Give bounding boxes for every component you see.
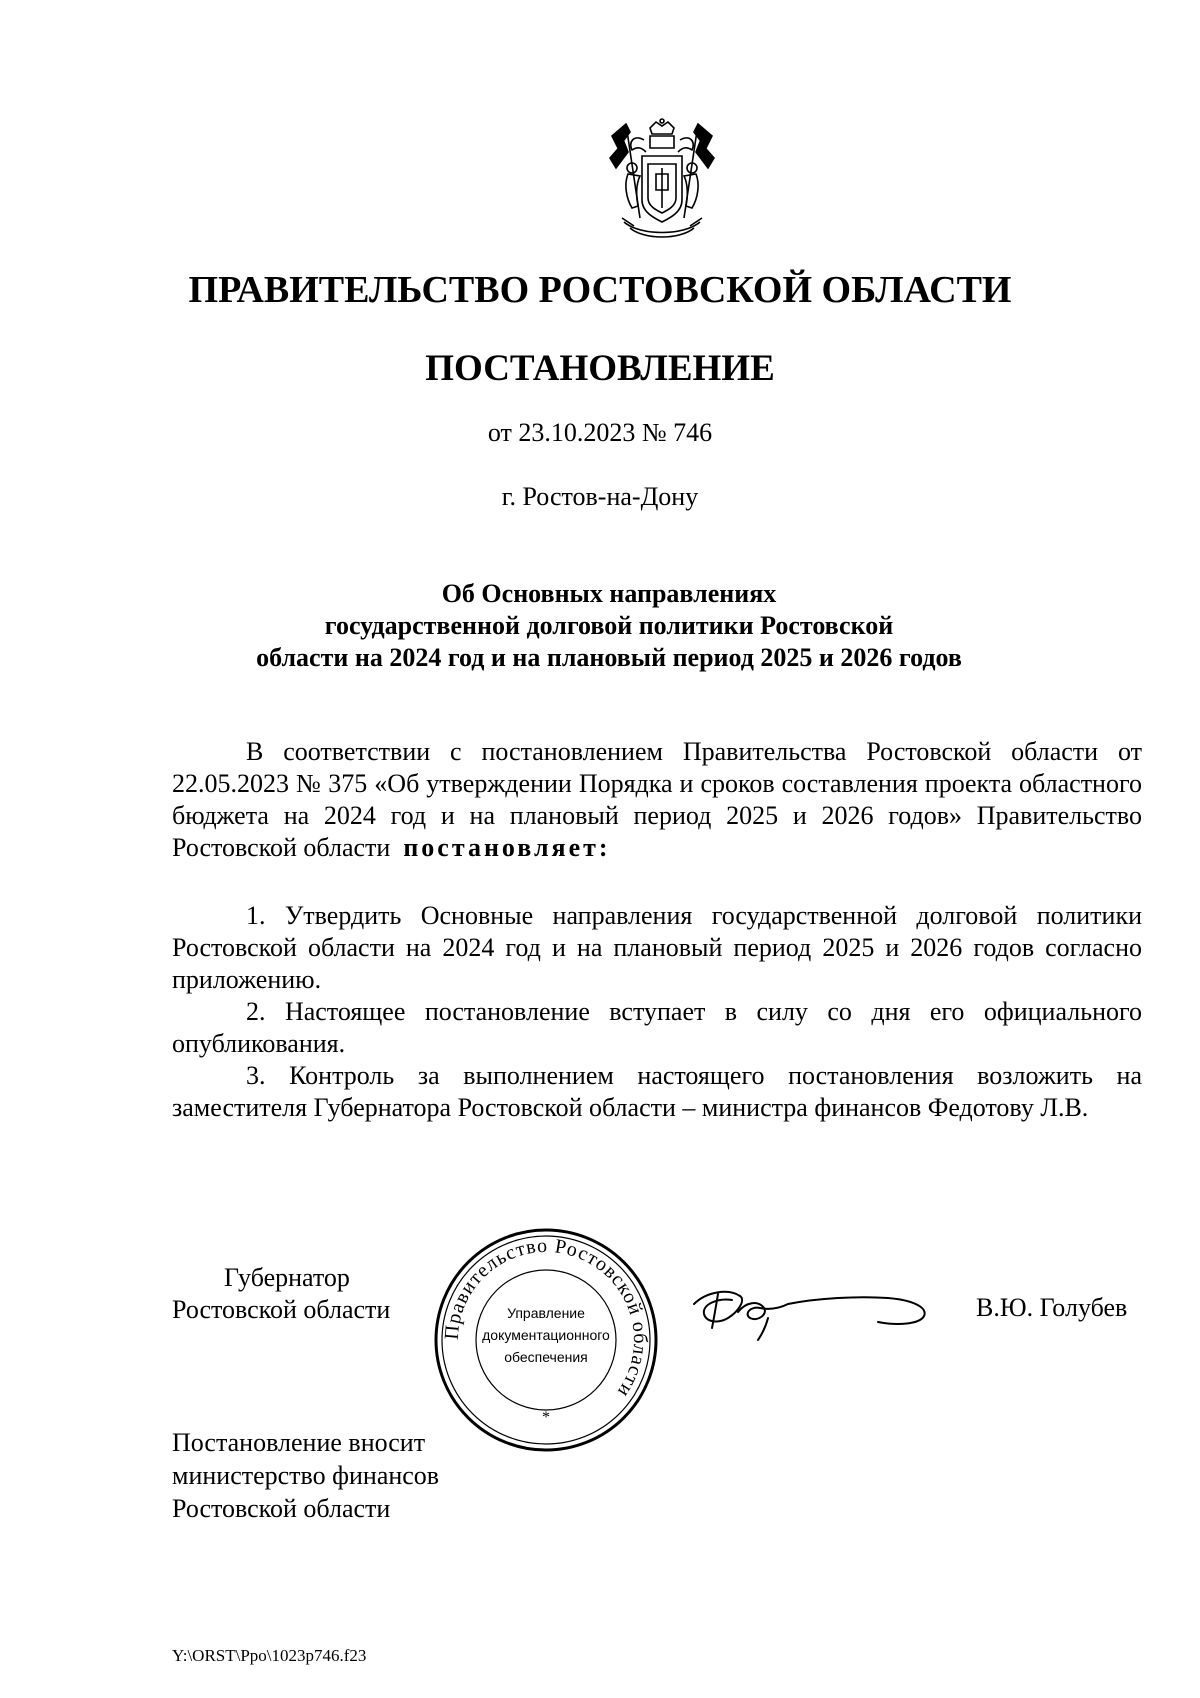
subject-line: области на 2024 год и на плановый период 2025 и 2026 годов xyxy=(256,643,962,672)
position-line: Губернатор xyxy=(224,1263,350,1292)
position-line: Ростовской области xyxy=(172,1295,391,1324)
resolves-keyword: постановляет: xyxy=(403,833,611,862)
seal-inner-line: Управление xyxy=(507,1305,585,1321)
signatory-position xyxy=(172,1262,390,1326)
subject-line: Об Основных направлениях xyxy=(441,579,777,608)
introduced-line: Ростовской области xyxy=(172,1494,391,1523)
document-type: ПОСТАНОВЛЕНИЕ xyxy=(425,348,775,389)
seal-inner-line: обеспечения xyxy=(504,1349,588,1365)
preamble-paragraph xyxy=(172,736,1142,864)
introduced-by xyxy=(172,1426,439,1525)
city: г. Ростов-на-Дону xyxy=(501,482,699,511)
svg-text:*: * xyxy=(542,1409,550,1426)
resolution-item: 2. Настоящее постановление вступает в силу со дня его официального опубликования. xyxy=(172,997,1142,1058)
file-path: Y:\ORST\Ppo\1023p746.f23 xyxy=(172,1646,367,1665)
subject-line: государственной долговой политики Ростовской xyxy=(324,611,894,640)
government-title: ПРАВИТЕЛЬСТВО РОСТОВСКОЙ ОБЛАСТИ xyxy=(188,269,1012,311)
date-and-number: от 23.10.2023 № 746 xyxy=(487,418,713,447)
resolution-item: 1. Утвердить Основные направления государственной долговой политики Ростовской области на 2024 год и на плановый период 2025 и 2026 годов согласно приложению. xyxy=(172,901,1142,994)
preamble-text: В соответствии с постановлением Правительства Ростовской области от 22.05.2023 № 375 «Об утверждении Порядка и сроков составления проекта областного бюджета на 2024 год и на плановый период 2025 и 2026 годов» Правительство Ростовской области xyxy=(172,737,1142,862)
document-subject xyxy=(170,578,1048,674)
resolution-items xyxy=(172,900,1142,1124)
coat-of-arms-icon xyxy=(604,118,720,246)
official-seal-icon xyxy=(432,1226,660,1454)
introduced-line: министерство финансов xyxy=(172,1461,440,1490)
preamble xyxy=(172,736,1142,864)
seal-outer-text: Правительство Ростовской области xyxy=(440,1234,652,1402)
introduced-line: Постановление вносит xyxy=(172,1428,426,1457)
signer-name: В.Ю. Голубев xyxy=(976,1293,1128,1322)
resolution-item: 3. Контроль за выполнением настоящего постановления возложить на заместителя Губернатора Ростовской области – министра финансов Федотову Л.В. xyxy=(172,1061,1142,1122)
seal-inner-line: документационного xyxy=(482,1327,610,1343)
signature-icon xyxy=(688,1278,932,1348)
